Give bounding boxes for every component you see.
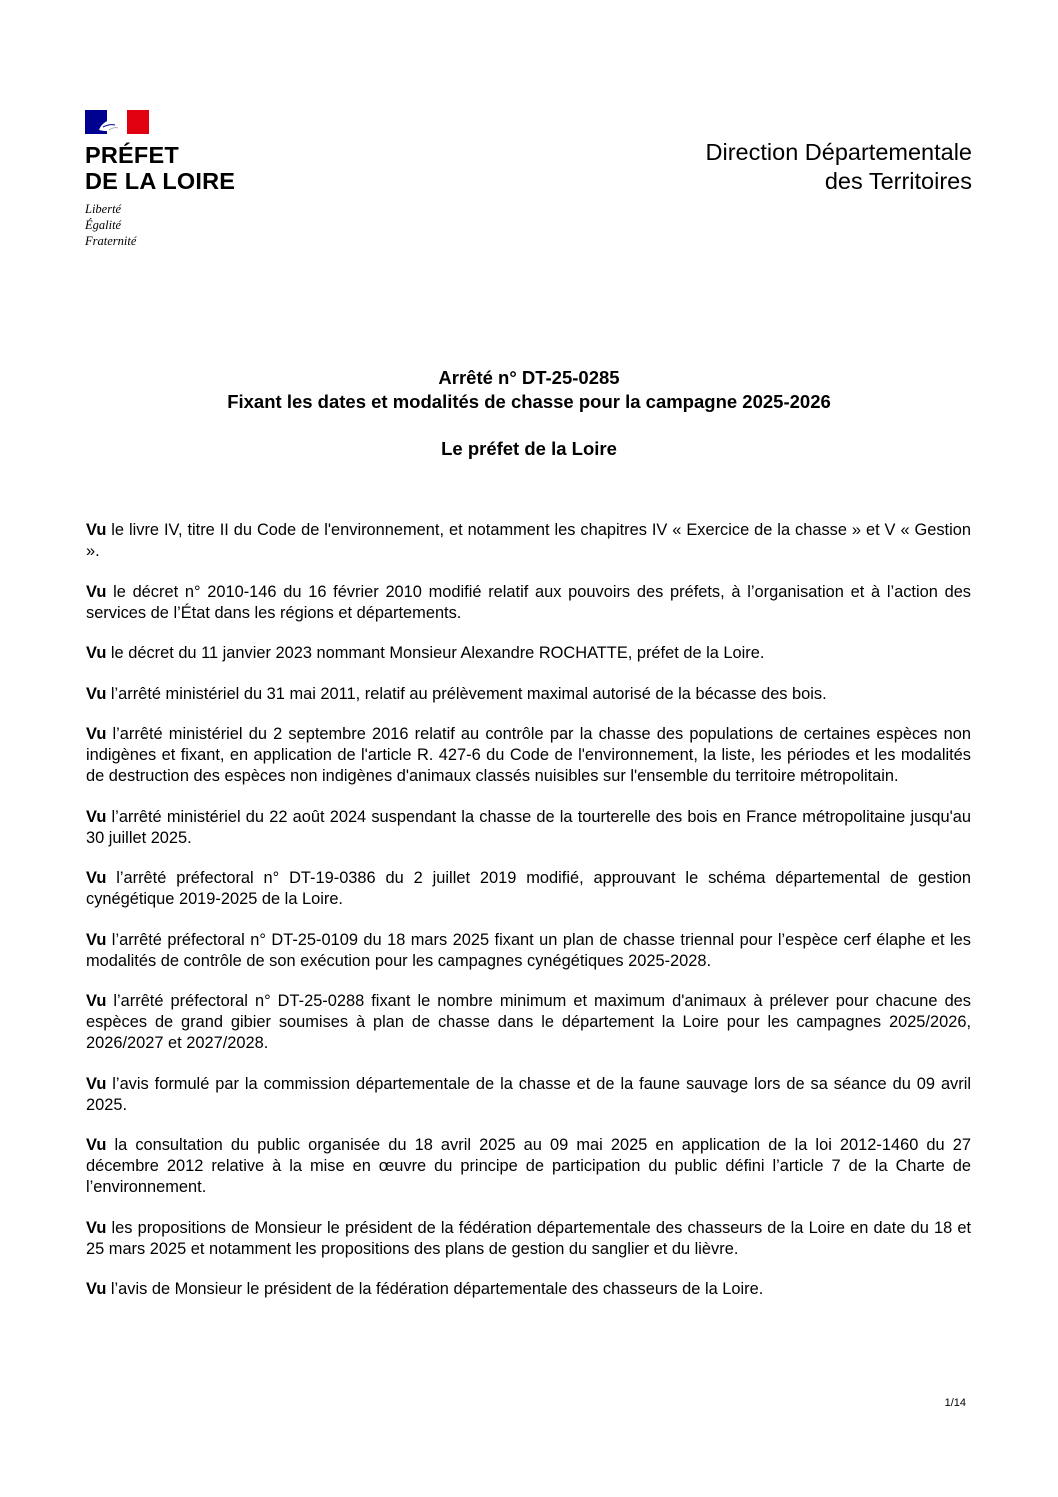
visa-paragraph bbox=[86, 684, 971, 705]
visa-prefix: Vu bbox=[86, 807, 107, 826]
marianne-flag-icon bbox=[85, 110, 149, 134]
direction-line-2: des Territoires bbox=[824, 168, 972, 194]
logo-line-prefet: PRÉFET bbox=[85, 142, 179, 168]
motto-fraternite: Fraternité bbox=[85, 234, 137, 248]
visa-prefix: Vu bbox=[86, 582, 107, 601]
visa-text: le décret du 11 janvier 2023 nommant Monsieur Alexandre ROCHATTE, préfet de la Loire. bbox=[106, 644, 765, 662]
republic-motto bbox=[85, 201, 255, 249]
visas-list bbox=[86, 520, 971, 1320]
visa-paragraph bbox=[86, 1074, 971, 1116]
visa-text: l’avis formulé par la commission départementale de la chasse et de la faune sauvage lors de sa séance du 09 avril 2025. bbox=[86, 1074, 971, 1114]
issuing-department bbox=[706, 138, 972, 196]
visa-prefix: Vu bbox=[86, 992, 107, 1010]
visa-prefix: Vu bbox=[86, 1218, 107, 1237]
visa-text: l’avis de Monsieur le président de la fédération départementale des chasseurs de la Loire. bbox=[106, 1280, 764, 1298]
visa-prefix: Vu bbox=[86, 684, 107, 703]
visa-paragraph bbox=[86, 520, 971, 562]
motto-egalite: Égalité bbox=[85, 218, 122, 232]
visa-paragraph bbox=[86, 930, 971, 972]
visa-prefix: Vu bbox=[86, 1280, 107, 1298]
visa-text: l’arrêté préfectoral n° DT-25-0109 du 18 mars 2025 fixant un plan de chasse triennal pour l’espèce cerf élaphe et les modalités de contrôle de son exécution pour les campagnes cynégétiques 2025-2028. bbox=[86, 930, 971, 970]
visa-prefix: Vu bbox=[86, 930, 107, 949]
visa-text: le livre IV, titre II du Code de l'environnement, et notamment les chapitres IV « Exercice de la chasse » et V « Gestion ». bbox=[86, 521, 971, 560]
arrete-subject: Fixant les dates et modalités de chasse pour la campagne 2025-2026 bbox=[227, 391, 831, 412]
visa-paragraph bbox=[86, 1135, 971, 1198]
page-number: 1/14 bbox=[944, 1397, 966, 1409]
visa-prefix: Vu bbox=[86, 644, 107, 662]
visa-paragraph bbox=[86, 724, 971, 787]
visa-text: l’arrêté ministériel du 22 août 2024 suspendant la chasse de la tourterelle des bois en France métropolitaine jusqu'au 30 juillet 2025. bbox=[86, 807, 971, 847]
document-title bbox=[0, 366, 1058, 461]
visa-text: la consultation du public organisée du 18 avril 2025 au 09 mai 2025 en application de la loi 2012-1460 du 27 décembre 2012 relative à la mise en œuvre du principe de participation du public défini l’article 7 de la Charte de l’environnement. bbox=[86, 1136, 971, 1196]
visa-prefix: Vu bbox=[86, 1136, 107, 1154]
visa-text: l’arrêté ministériel du 2 septembre 2016 relatif au contrôle par la chasse des populations de certaines espèces non indigènes et fixant, en application de l'article R. 427-6 du Code de l'environnement, la liste, les périodes et les modalités de destruction des espèces non indigènes d'animaux classés nuisibles sur l'ensemble du territoire métropolitain. bbox=[86, 725, 971, 785]
visa-paragraph bbox=[86, 991, 971, 1054]
visa-prefix: Vu bbox=[86, 1074, 107, 1093]
issuing-authority: Le préfet de la Loire bbox=[441, 438, 617, 459]
motto-liberte: Liberté bbox=[85, 202, 122, 216]
visa-text: le décret n° 2010-146 du 16 février 2010 modifié relatif aux pouvoirs des préfets, à l’organisation et à l’action des services de l’État dans les régions et départements. bbox=[86, 582, 971, 622]
visa-prefix: Vu bbox=[86, 869, 107, 887]
visa-paragraph bbox=[86, 1279, 971, 1300]
visa-paragraph bbox=[86, 868, 971, 910]
direction-line-1: Direction Départementale bbox=[705, 139, 972, 165]
visa-paragraph bbox=[86, 643, 971, 664]
prefecture-logo bbox=[85, 110, 255, 249]
arrete-number: Arrêté n° DT-25-0285 bbox=[438, 367, 620, 388]
visa-prefix: Vu bbox=[86, 725, 107, 743]
visa-text: l’arrêté préfectoral n° DT-25-0288 fixant le nombre minimum et maximum d'animaux à prélever pour chacune des espèces de grand gibier soumises à plan de chasse dans le département la Loire pour les campagnes 2025/2026, 2026/2027 et 2027/2028. bbox=[86, 992, 971, 1052]
visa-paragraph bbox=[86, 582, 971, 624]
visa-text: les propositions de Monsieur le président de la fédération départementale des chasseurs de la Loire en date du 18 et 25 mars 2025 et notamment les propositions des plans de gestion du sanglier et du lièvre. bbox=[86, 1218, 971, 1258]
visa-prefix: Vu bbox=[86, 521, 107, 539]
visa-text: l’arrêté ministériel du 31 mai 2011, relatif au prélèvement maximal autorisé de la bécasse des bois. bbox=[106, 684, 827, 703]
logo-line-loire: DE LA LOIRE bbox=[85, 168, 236, 194]
visa-text: l’arrêté préfectoral n° DT-19-0386 du 2 juillet 2019 modifié, approuvant le schéma départemental de gestion cynégétique 2019-2025 de la Loire. bbox=[86, 869, 971, 908]
visa-paragraph bbox=[86, 807, 971, 849]
visa-paragraph bbox=[86, 1218, 971, 1260]
